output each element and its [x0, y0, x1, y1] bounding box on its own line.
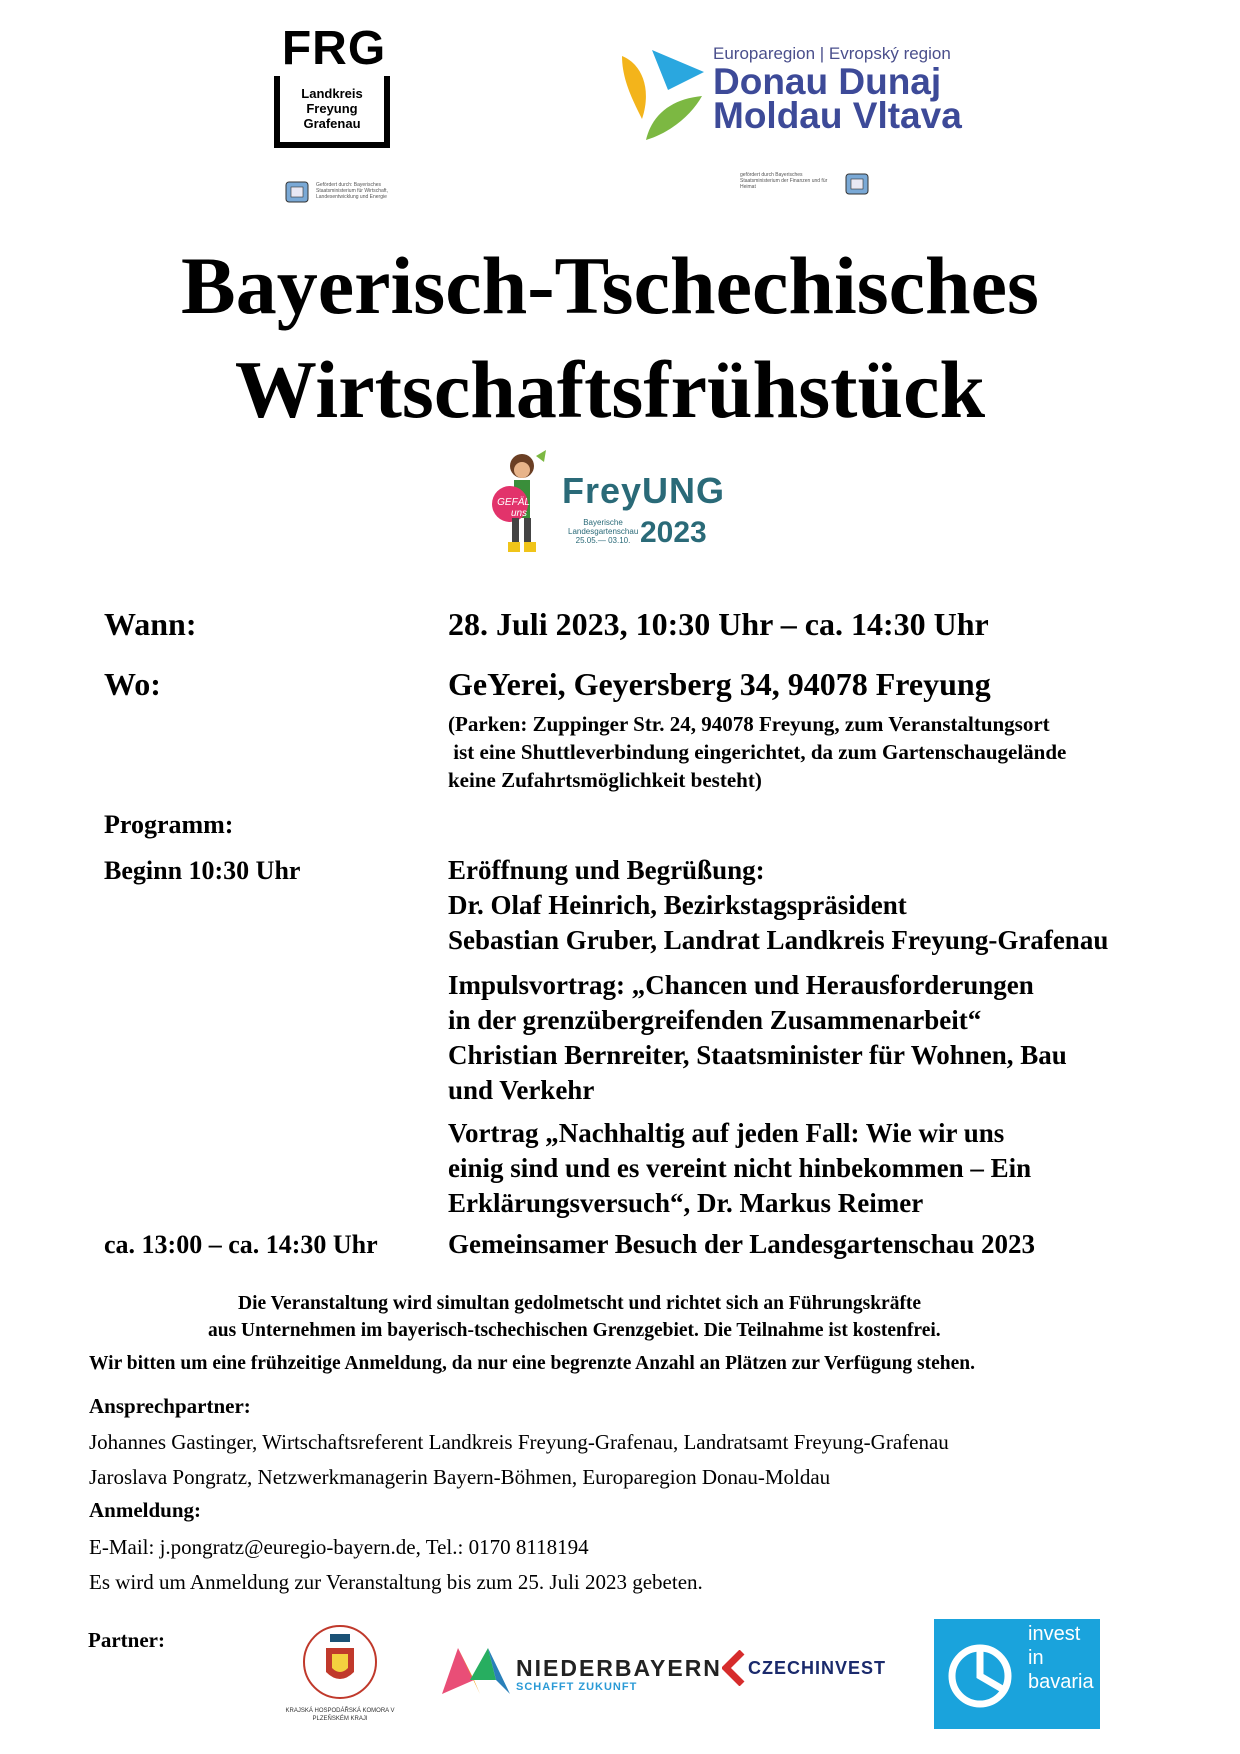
when-label: Wann:: [104, 606, 197, 642]
where-label: Wo:: [104, 666, 161, 702]
program-label: Programm:: [104, 810, 234, 839]
when-value: 28. Juli 2023, 10:30 Uhr – ca. 14:30 Uhr: [448, 606, 989, 642]
invest-in-bavaria-emblem-icon: [944, 1640, 1016, 1712]
parking-info: (Parken: Zuppinger Str. 24, 94078 Freyung, zum Veranstaltungsort ist eine Shuttleverbindung eingerichtet, da zum Gartenschaugelände keine Zufahrtsmöglichkeit besteht): [448, 712, 1067, 792]
program-start-label: Beginn 10:30 Uhr: [104, 856, 301, 885]
euroregion-fund-note: gefördert durch Bayerisches Staatsministerium der Finanzen und für Heimat: [740, 172, 828, 190]
niederbayern-tagline: SCHAFFT ZUKUNFT: [516, 1681, 638, 1693]
freyung-brand: FreyUNG: [562, 470, 726, 511]
registration-email[interactable]: E-Mail: j.pongratz@euregio-bayern.de, Tel.: 0170 8118194: [89, 1535, 589, 1559]
czechinvest-chevron-icon: [722, 1650, 746, 1686]
niederbayern-logo-icon: [440, 1644, 512, 1696]
freyung-year: 2023: [640, 516, 707, 549]
program-impulse: Impulsvortrag: „Chancen und Herausforderungen in der grenzübergreifenden Zusammenarbeit“ Christian Bernreiter, Staatsminister für Wohnen, Bau und Verkehr: [448, 970, 1067, 1105]
contact-person-1: Johannes Gastinger, Wirtschaftsreferent Landkreis Freyung-Grafenau, Landratsamt Freyung-Grafenau: [89, 1430, 949, 1454]
khk-label: KRAJSKÁ HOSPODÁŘSKÁ KOMORA V PLZEŇSKÉM KRAJI: [285, 1708, 395, 1722]
freyung-badge: GEFÄLLT uns: [497, 497, 541, 519]
registration-heading: Anmeldung:: [89, 1498, 202, 1522]
contact-person-2: Jaroslava Pongratz, Netzwerkmanagerin Bayern-Böhmen, Europaregion Donau-Moldau: [89, 1465, 831, 1489]
registration-deadline: Es wird um Anmeldung zur Veranstaltung bis zum 25. Juli 2023 gebeten.: [89, 1570, 703, 1594]
czechinvest-wordmark: CZECHINVEST: [748, 1658, 887, 1678]
program-end-text: Gemeinsamer Besuch der Landesgartenschau 2023: [448, 1229, 1035, 1259]
euroregion-logo-icon: [612, 44, 708, 144]
bavarian-coat-of-arms-icon: [280, 180, 314, 204]
frg-logo-text: FRG: [272, 22, 396, 76]
euroregion-top-label: Europaregion | Evropský region: [713, 44, 951, 63]
frg-logo-subtitle: Landkreis Freyung Grafenau: [301, 86, 363, 131]
program-opening: Eröffnung und Begrüßung: Dr. Olaf Heinrich, Bezirkstagspräsident Sebastian Gruber, Landrat Landkreis Freyung-Grafenau: [448, 855, 1109, 955]
note-line-2: aus Unternehmen im bayerisch-tschechischen Grenzgebiet. Die Teilnahme ist kostenfrei.: [208, 1320, 941, 1341]
ministry-note: Gefördert durch: Bayerisches Staatsministerium für Wirtschaft, Landesentwicklung und Energie: [316, 182, 388, 200]
freyung-subtitle: Bayerische Landesgartenschau 25.05.— 03.10.: [568, 518, 639, 545]
euroregion-line-1: Donau Dunaj: [713, 61, 942, 102]
where-value: GeYerei, Geyersberg 34, 94078 Freyung: [448, 666, 991, 702]
note-line-1: Die Veranstaltung wird simultan gedolmetscht und richtet sich an Führungskräfte: [238, 1293, 922, 1314]
contacts-heading: Ansprechpartner:: [89, 1394, 251, 1418]
note-line-3: Wir bitten um eine frühzeitige Anmeldung, da nur eine begrenzte Anzahl an Plätzen zur Verfügung stehen.: [89, 1353, 976, 1374]
partners-label: Partner:: [88, 1628, 165, 1652]
program-end-label: ca. 13:00 – ca. 14:30 Uhr: [104, 1230, 378, 1259]
niederbayern-wordmark: NIEDERBAYERN: [516, 1655, 722, 1681]
page-title-line-2: Wirtschaftsfrühstück: [234, 344, 986, 435]
euroregion-line-2: Moldau Vltava: [713, 95, 962, 136]
page-title-line-1: Bayerisch-Tschechisches: [181, 240, 1039, 331]
bavarian-coat-of-arms-icon: [842, 172, 872, 196]
khk-chamber-logo-icon: [300, 1622, 380, 1706]
program-talk: Vortrag „Nachhaltig auf jeden Fall: Wie wir uns einig sind und es vereint nicht hinbekommen – Ein Erklärungsversuch“, Dr. Markus Reimer: [448, 1118, 1032, 1218]
invest-in-bavaria-wordmark: invest in bavaria: [1028, 1623, 1094, 1693]
